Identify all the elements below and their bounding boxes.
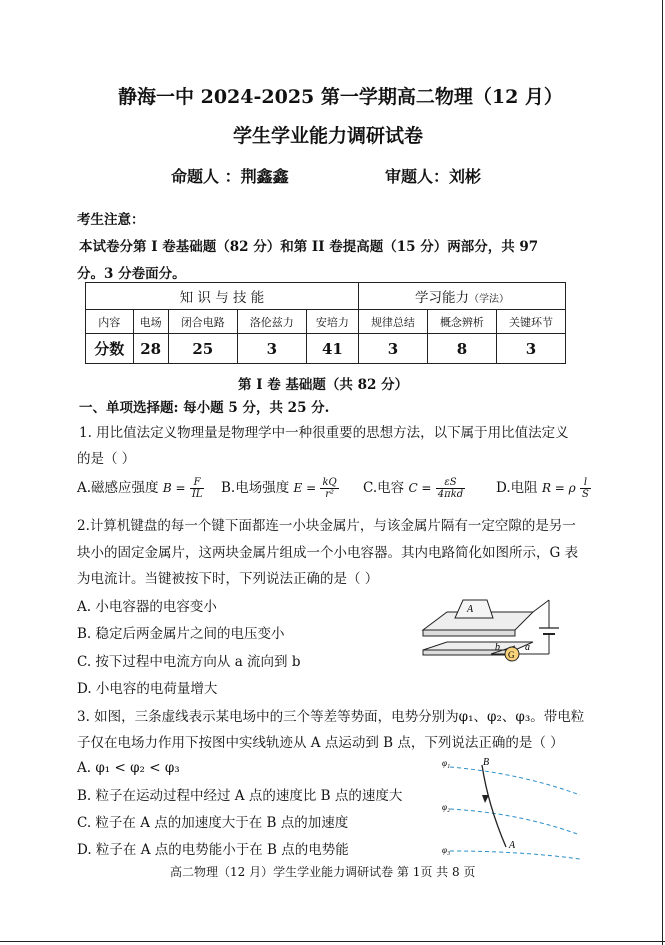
q2-stem-3: 为电流计。当键被按下时，下列说法正确的是（ ） bbox=[77, 571, 379, 587]
notice-heading: 考生注意： bbox=[77, 212, 145, 228]
q3-fig-phi1: φ₁ bbox=[442, 758, 451, 768]
q3-stem-2: 子仅在电场力作用下按图中实线轨迹从 A 点运动到 B 点，下列说法正确的是（ ） bbox=[77, 735, 564, 751]
q2-option-c: C. 按下过程中电流方向从 a 流向到 b bbox=[77, 654, 301, 670]
col-header: 安培力 bbox=[306, 310, 358, 334]
q1-option-b-label: B.电场强度 bbox=[221, 480, 290, 496]
author-name: 荆鑫鑫 bbox=[240, 167, 289, 186]
group-ability-note: （学法） bbox=[468, 294, 509, 305]
q1-option-c-fraction bbox=[436, 477, 465, 500]
q3-option-c: C. 粒子在 A 点的加速度大于在 B 点的加速度 bbox=[77, 815, 349, 831]
q1-option-a-label: A.磁感应强度 bbox=[77, 480, 159, 496]
score-table bbox=[85, 282, 566, 364]
reviewer-line bbox=[385, 164, 481, 187]
q3-equipotential-line-1 bbox=[450, 767, 580, 795]
q3-fig-a-label: A bbox=[509, 840, 516, 851]
q1-option-a-lhs: B = bbox=[162, 481, 186, 495]
q2-fig-a-label: a bbox=[525, 642, 530, 653]
q1-option-c-num: εS bbox=[436, 477, 465, 489]
q3-fig-phi3: φ₃ bbox=[442, 845, 451, 855]
reviewer-name: 刘彬 bbox=[449, 167, 482, 186]
q1-option-a-den: IL bbox=[191, 489, 203, 500]
exam-title: 静海一中 2024-2025 第一学期高二物理（12 月） bbox=[118, 86, 563, 108]
q1-option-a-fraction bbox=[190, 477, 205, 500]
q2-fig-b-label: b bbox=[495, 642, 500, 653]
q3-option-d: D. 粒子在 A 点的电势能小于在 B 点的电势能 bbox=[77, 842, 349, 858]
q1-option-d bbox=[496, 476, 591, 500]
group-ability-label: 学习能力 bbox=[414, 290, 469, 306]
reviewer-label: 审题人： bbox=[385, 167, 450, 186]
q1-option-b bbox=[221, 476, 339, 500]
q3-option-b: B. 粒子在运动过程中经过 A 点的速度比 B 点的速度大 bbox=[77, 788, 403, 804]
q2-stem-1: 2.计算机键盘的每一个键下面都连一小块金属片，与该金属片隔有一定空隙的是另一 bbox=[77, 518, 576, 534]
author-line bbox=[171, 164, 289, 187]
col-header: 规律总结 bbox=[358, 310, 427, 334]
section1-title: 第 I 卷 基础题（共 82 分） bbox=[238, 377, 409, 393]
q3-equipotential-figure bbox=[440, 755, 585, 860]
col-header: 关键环节 bbox=[496, 310, 565, 334]
q1-stem-1: 1. 用比值法定义物理量是物理学中一种很重要的思想方法，以下属于用比值法定义 bbox=[79, 425, 569, 441]
q3-fig-phi2: φ₂ bbox=[442, 802, 451, 812]
q3-fig-b-label: B bbox=[483, 757, 490, 768]
q1-option-d-den: S bbox=[582, 489, 589, 500]
group-ability bbox=[358, 283, 565, 310]
row-label-content: 内容 bbox=[86, 310, 134, 334]
page-footer: 高二物理（12 月）学生学业能力调研试卷 第 1页 共 8 页 bbox=[170, 865, 476, 879]
score-cell: 3 bbox=[496, 334, 565, 364]
group-knowledge: 知 识 与 技 能 bbox=[86, 283, 359, 310]
q3-equipotential-line-2 bbox=[450, 809, 580, 835]
col-header: 概念辨析 bbox=[427, 310, 496, 334]
section1-part: 一、单项选择题: 每小题 5 分，共 25 分. bbox=[79, 400, 330, 416]
score-cell: 28 bbox=[133, 334, 168, 364]
q1-option-d-label: D.电阻 bbox=[496, 480, 538, 496]
q1-option-d-num: l bbox=[580, 477, 591, 489]
q1-option-b-num: kQ bbox=[322, 477, 337, 488]
q1-option-a-num: F bbox=[190, 477, 205, 489]
q2-fig-galv-label: G bbox=[508, 650, 515, 660]
q2-option-d: D. 小电容的电荷量增大 bbox=[77, 681, 218, 697]
row-label-score: 分数 bbox=[86, 334, 134, 364]
col-header: 洛伦兹力 bbox=[237, 310, 306, 334]
q2-stem-2: 块小的固定金属片，这两块金属片组成一个小电容器。其内电路简化如图所示，G 表 bbox=[77, 545, 579, 561]
score-cell: 3 bbox=[237, 334, 306, 364]
q1-option-c-label: C.电容 bbox=[363, 480, 405, 496]
q3-equipotential-line-3 bbox=[450, 851, 580, 859]
q2-option-b: B. 稳定后两金属片之间的电压变小 bbox=[77, 626, 285, 642]
q3-option-a: A. φ₁ < φ₂ < φ₃ bbox=[77, 760, 180, 776]
q1-option-b-den: r² bbox=[325, 489, 334, 500]
score-cell: 3 bbox=[358, 334, 427, 364]
page-border-right bbox=[662, 0, 663, 945]
q1-option-d-lhs: R = ρ bbox=[541, 481, 576, 495]
notice-line-2: 分。3 分卷面分。 bbox=[77, 266, 186, 282]
exam-subtitle: 学生学业能力调研试卷 bbox=[233, 125, 424, 147]
q1-option-c-lhs: C = bbox=[408, 481, 432, 495]
q1-option-b-lhs: E = bbox=[293, 481, 317, 495]
q2-option-a: A. 小电容器的电容变小 bbox=[77, 599, 217, 615]
q1-option-c bbox=[363, 476, 465, 500]
q2-capacitor-figure bbox=[415, 590, 575, 680]
author-label: 命题人 ： bbox=[171, 167, 241, 186]
score-cell: 25 bbox=[168, 334, 237, 364]
q3-arrow-icon bbox=[482, 795, 489, 803]
q1-option-a bbox=[77, 476, 204, 500]
q3-trajectory-line bbox=[482, 765, 506, 847]
col-header: 电场 bbox=[133, 310, 168, 334]
q1-option-b-fraction bbox=[320, 477, 338, 500]
q2-fig-key-label: A bbox=[467, 604, 474, 615]
score-cell: 8 bbox=[427, 334, 496, 364]
q1-option-d-fraction bbox=[580, 477, 591, 500]
q1-stem-2: 的是（ ） bbox=[77, 451, 136, 467]
notice-line-1: 本试卷分第 I 卷基础题（82 分）和第 II 卷提高题（15 分）两部分，共 97 bbox=[79, 239, 539, 255]
col-header: 闭合电路 bbox=[168, 310, 237, 334]
q1-option-c-den: 4πkd bbox=[437, 489, 464, 500]
score-cell: 41 bbox=[306, 334, 358, 364]
page-border-bottom bbox=[0, 941, 665, 942]
q3-stem-1: 3. 如图，三条虚线表示某电场中的三个等差等势面，电势分别为φ₁、φ₂、φ₃。带电粒 bbox=[77, 709, 585, 725]
